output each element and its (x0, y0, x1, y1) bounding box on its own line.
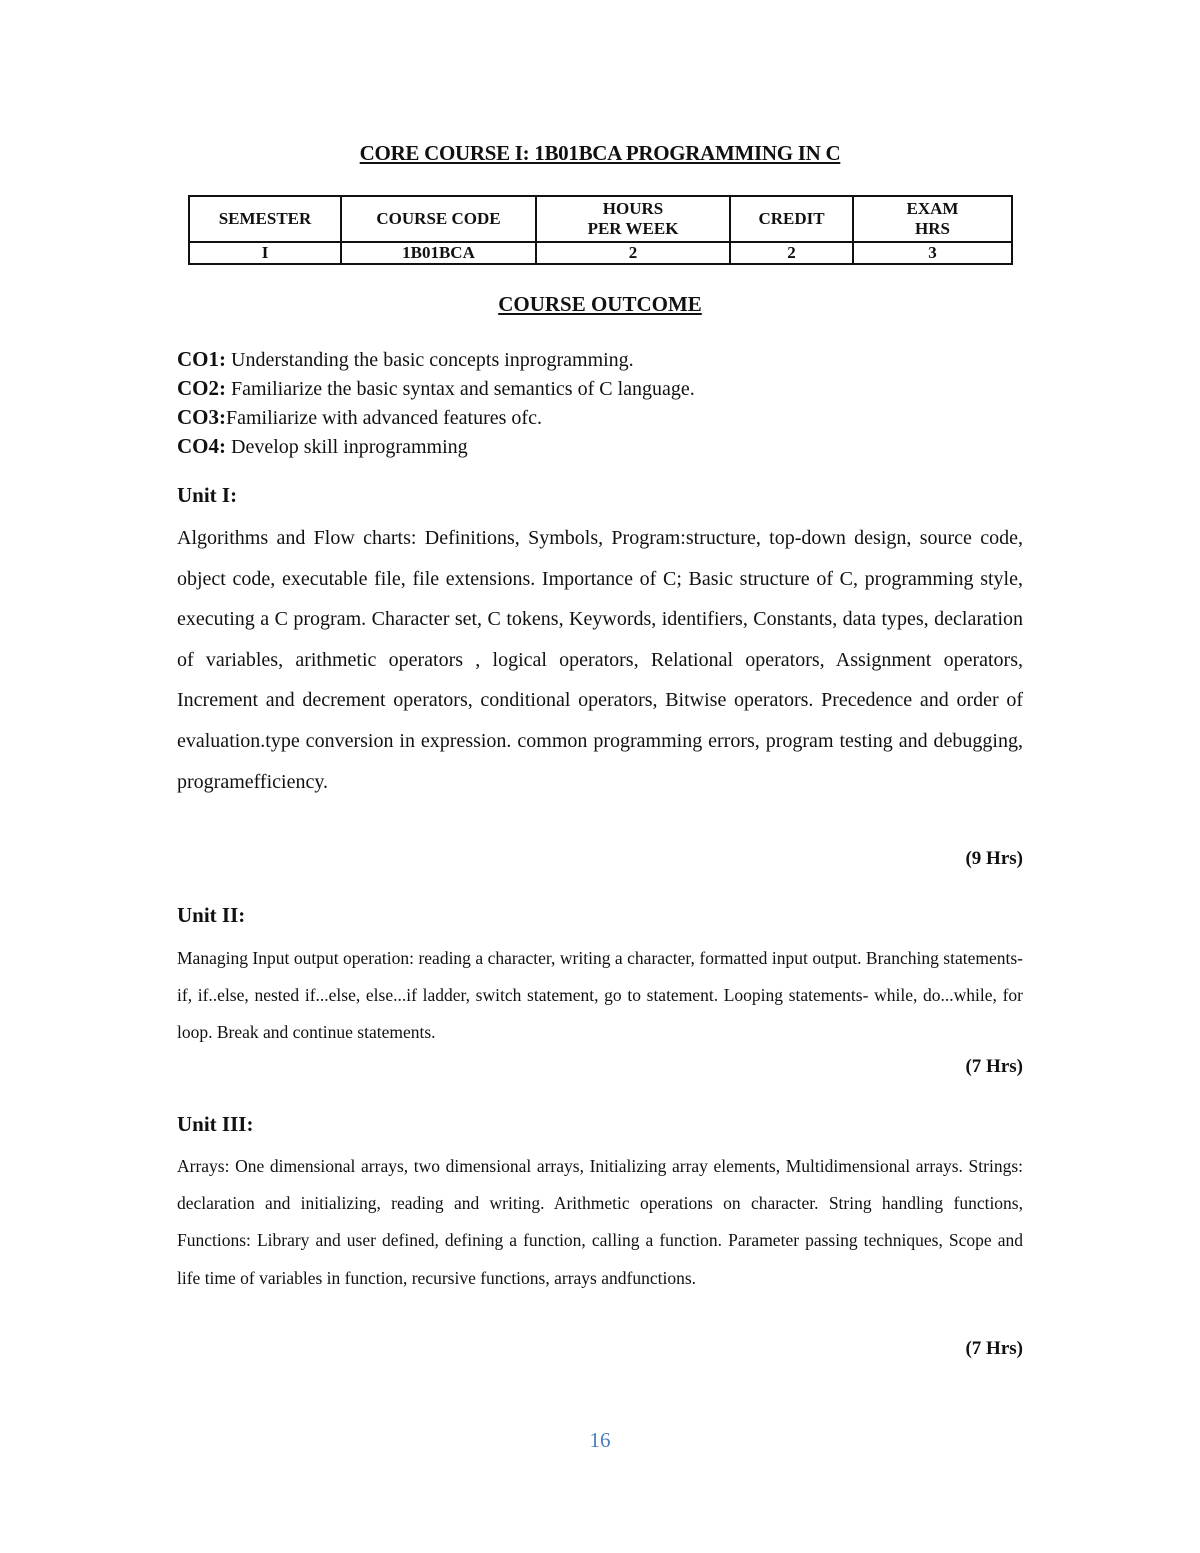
course-outcome-key: CO3: (177, 405, 226, 429)
course-outcome-heading: COURSE OUTCOME (498, 292, 702, 316)
table-header-course-code: COURSE CODE (341, 196, 536, 242)
unit-3-heading: Unit III: (177, 1112, 254, 1136)
page-number: 16 (589, 1428, 611, 1452)
unit-2-body: Managing Input output operation: reading a character, writing a character, formatted input output. Branching statements-if, if..else, nested if...else, else...if ladder, switch statement, go to statement. Looping statements- while, do...while, for loop. Break and continue statements. (177, 948, 1023, 1042)
table-cell-exam-hrs: 3 (853, 242, 1012, 264)
unit-2-hours: (7 Hrs) (965, 1056, 1023, 1077)
table-header-exam-hrs: EXAM HRS (853, 196, 1012, 242)
unit-1-hours: (9 Hrs) (965, 848, 1023, 869)
table-header-hours-per-week: HOURS PER WEEK (536, 196, 730, 242)
course-outcome-item (177, 403, 1027, 432)
course-info-table (188, 195, 1013, 265)
course-outcome-text: Familiarize the basic syntax and semantics of C language. (226, 378, 695, 400)
table-cell-hours-per-week: 2 (536, 242, 730, 264)
course-outcome-key: CO2: (177, 376, 226, 400)
table-cell-semester: I (189, 242, 341, 264)
table-header-semester: SEMESTER (189, 196, 341, 242)
course-outcome-item (177, 432, 1027, 461)
course-outcome-list (177, 345, 1027, 461)
unit-1-body: Algorithms and Flow charts: Definitions, Symbols, Program:structure, top-down design, source code, object code, executable file, file extensions. Importance of C; Basic structure of C, programming style, executing a C program. Character set, C tokens, Keywords, identifiers, Constants, data types, declaration of variables, arithmetic operators , logical operators, Relational operators, Assignment operators, Increment and decrement operators, conditional operators, Bitwise operators. Precedence and order of evaluation.type conversion in expression. common programming errors, program testing and debugging, programefficiency. (177, 527, 1023, 793)
table-header-credit: CREDIT (730, 196, 853, 242)
course-outcome-text: Develop skill inprogramming (226, 436, 468, 458)
course-outcome-key: CO1: (177, 347, 226, 371)
table-cell-credit: 2 (730, 242, 853, 264)
unit-1-heading: Unit I: (177, 483, 238, 507)
table-header-row (189, 196, 1012, 242)
table-row (189, 242, 1012, 264)
table-cell-course-code: 1B01BCA (341, 242, 536, 264)
unit-3-body: Arrays: One dimensional arrays, two dimensional arrays, Initializing array elements, Multidimensional arrays. Strings: declaration and initializing, reading and writing. Arithmetic operations on character. String handling functions, Functions: Library and user defined, defining a function, calling a function. Parameter passing techniques, Scope and life time of variables in function, recursive functions, arrays andfunctions. (177, 1156, 1023, 1288)
course-outcome-text: Understanding the basic concepts inprogramming. (226, 349, 634, 371)
unit-3-hours: (7 Hrs) (965, 1338, 1023, 1359)
page-title: CORE COURSE I: 1B01BCA PROGRAMMING IN C (359, 141, 841, 165)
course-outcome-text: Familiarize with advanced features ofc. (226, 407, 542, 429)
course-outcome-item (177, 374, 1027, 403)
course-outcome-item (177, 345, 1027, 374)
course-outcome-key: CO4: (177, 434, 226, 458)
unit-2-heading: Unit II: (177, 903, 246, 927)
